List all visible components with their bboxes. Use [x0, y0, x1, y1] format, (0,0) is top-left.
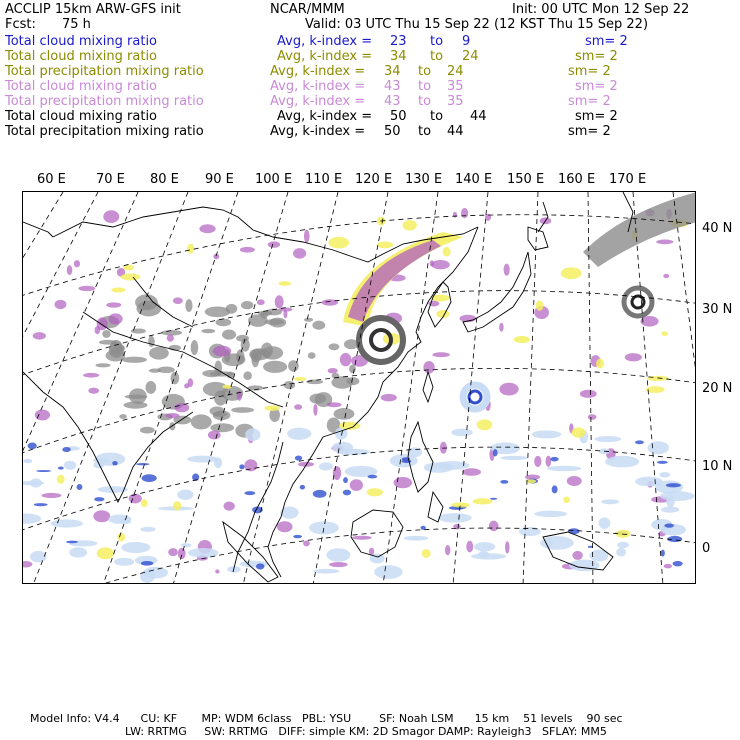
cloud-patch: [352, 536, 371, 540]
legend-k-start: 43: [384, 94, 401, 109]
cloud-patch: [294, 404, 302, 409]
cloud-patch: [284, 381, 295, 389]
cloud-patch: [171, 372, 180, 385]
cloud-patch: [208, 431, 221, 440]
cloud-patch: [62, 447, 70, 452]
cloud-patch: [88, 388, 99, 394]
cloud-patch: [141, 499, 148, 507]
model-info-line-1: Model Info: V4.4 CU: KF MP: WDM 6class PBL: YSU SF: Noah LSM 15 km 51 levels 90 sec: [30, 712, 623, 725]
cloud-patch: [625, 353, 642, 361]
cloud-patch: [595, 436, 622, 442]
cloud-patch: [293, 535, 302, 538]
cloud-patch: [552, 485, 558, 493]
cloud-patch: [248, 314, 268, 326]
cloud-patch: [244, 491, 255, 495]
cloud-patch: [504, 264, 510, 276]
legend-k-end: 9: [462, 34, 471, 49]
storm-outer-ring: [463, 385, 487, 409]
cloud-patch: [30, 551, 47, 563]
cloud-patch: [114, 558, 134, 566]
cloud-patch: [326, 548, 350, 561]
cloud-patch: [239, 464, 244, 469]
cloud-patch: [83, 373, 99, 378]
cloud-patch: [438, 513, 472, 522]
cloud-patch: [256, 563, 264, 569]
cloud-patch: [268, 241, 280, 247]
cloud-patch: [313, 569, 339, 574]
cloud-patch: [490, 498, 497, 500]
cloud-patch: [94, 497, 104, 501]
cloud-patch: [598, 517, 610, 529]
cloud-patch: [588, 414, 597, 420]
cloud-patch: [306, 380, 323, 385]
cloud-patch: [57, 475, 65, 484]
legend-k-start: 43: [384, 79, 401, 94]
legend-field-name: Total precipitation mixing ratio: [5, 64, 204, 79]
cloud-patch: [117, 533, 125, 542]
cloud-patch: [64, 461, 76, 470]
cloud-patch: [322, 299, 339, 306]
cloud-patch: [616, 548, 626, 557]
cloud-patch: [23, 459, 32, 463]
cloud-patch: [181, 543, 192, 547]
longitude-label: 170 E: [609, 172, 647, 187]
cloud-patch: [251, 351, 259, 367]
cloud-patch: [35, 409, 50, 420]
longitude-label: 80 E: [150, 172, 179, 187]
longitude-label: 60 E: [37, 172, 66, 187]
cloud-patch: [431, 260, 450, 269]
cloud-patch: [432, 352, 449, 357]
cloud-patch: [191, 340, 199, 355]
latitude-label: 30 N: [702, 302, 733, 317]
legend-smoothing: sm= 2: [575, 49, 618, 64]
cloud-patch: [605, 456, 639, 468]
cloud-patch: [293, 248, 306, 258]
cloud-patch: [635, 477, 663, 487]
cloud-patch: [277, 521, 293, 532]
legend-field-name: Total cloud mixing ratio: [5, 109, 158, 124]
longitude-label: 140 E: [455, 172, 493, 187]
cloud-patch: [514, 336, 530, 343]
cloud-patch: [187, 456, 219, 463]
cloud-patch: [191, 414, 212, 429]
longitude-label: 130 E: [405, 172, 443, 187]
cloud-patch: [500, 456, 528, 460]
cloud-patch: [187, 244, 194, 254]
cloud-patch: [264, 405, 280, 411]
legend-k-end: 44: [447, 124, 464, 139]
cloud-patch: [536, 301, 544, 311]
model-info-line-2: LW: RRTMG SW: RRTMG DIFF: simple KM: 2D Smagor DAMP: Rayleigh3 SFLAY: MM5: [125, 725, 607, 738]
cloud-patch: [36, 470, 51, 472]
legend-k-end: 44: [470, 109, 487, 124]
cloud-patch: [664, 564, 672, 569]
cloud-patch: [466, 541, 473, 553]
cloud-patch: [312, 321, 325, 330]
cloud-patch: [451, 429, 472, 437]
cloud-patch: [30, 478, 42, 487]
cloud-patch: [205, 306, 230, 317]
legend-k-end: 24: [447, 64, 464, 79]
cloud-patch: [67, 265, 73, 275]
legend-average-label: Avg, k-index =: [277, 49, 373, 64]
cloud-patch: [222, 385, 232, 389]
cloud-patch: [534, 456, 541, 467]
cloud-patch: [102, 330, 110, 338]
cloud-patch: [111, 287, 125, 292]
cloud-patch: [534, 511, 567, 517]
legend-smoothing: sm= 2: [568, 64, 611, 79]
legend-field-name: Total cloud mixing ratio: [5, 79, 158, 94]
init-time: Init: 00 UTC Mon 12 Sep 22: [512, 2, 690, 17]
cloud-patch: [663, 274, 669, 278]
cloud-patch: [343, 490, 351, 496]
legend-to-label: to: [430, 109, 444, 124]
longitude-label: 100 E: [255, 172, 293, 187]
cloud-patch: [261, 342, 273, 357]
cloud-patch: [304, 230, 310, 243]
cloud-patch: [367, 475, 377, 479]
cloud-patch: [287, 428, 311, 440]
cloud-patch: [99, 340, 117, 345]
cloud-patch: [143, 567, 168, 579]
cloud-patch: [23, 561, 32, 567]
cloud-patch: [647, 376, 669, 381]
cloud-patch: [243, 371, 251, 380]
cloud-patch: [334, 408, 355, 420]
cloud-patch: [661, 331, 668, 336]
legend-smoothing: sm= 2: [575, 79, 618, 94]
cloud-patch: [129, 388, 147, 404]
cloud-patch: [275, 295, 284, 308]
legend-smoothing: sm= 2: [585, 34, 628, 49]
cloud-patch: [659, 472, 670, 478]
cloud-patch: [178, 548, 186, 559]
cloud-patch: [572, 551, 582, 560]
cloud-patch: [33, 332, 46, 339]
cloud-patch: [304, 318, 313, 322]
longitude-label: 120 E: [355, 172, 393, 187]
cloud-patch: [340, 353, 352, 366]
graticule-line: [523, 192, 538, 584]
legend-k-start: 50: [384, 124, 401, 139]
cloud-patch: [167, 334, 174, 341]
legend-average-label: Avg, k-index =: [270, 79, 366, 94]
legend-average-label: Avg, k-index =: [270, 124, 366, 139]
valid-time: Valid: 03 UTC Thu 15 Sep 22 (12 KST Thu 15 Sep 22): [305, 17, 649, 32]
cloud-patch: [519, 527, 541, 536]
cloud-patch: [74, 260, 80, 267]
cloud-patch: [647, 441, 669, 454]
legend-k-start: 34: [390, 49, 407, 64]
cloud-patch: [308, 352, 316, 359]
latitude-label: 0: [702, 541, 711, 556]
cloud-patch: [149, 347, 169, 360]
cloud-patch: [257, 299, 265, 305]
cloud-patch: [462, 468, 481, 475]
cloud-patch: [66, 541, 78, 544]
cloud-patch: [473, 498, 493, 504]
cloud-patch: [381, 394, 397, 402]
cloud-patch: [489, 521, 499, 532]
cloud-patch: [240, 247, 255, 253]
cloud-patch: [567, 476, 582, 486]
cloud-patch: [374, 565, 403, 579]
organization-label: NCAR/MMM: [270, 2, 345, 17]
latitude-label: 10 N: [702, 459, 733, 474]
cloud-patch: [377, 242, 393, 249]
cloud-patch: [596, 359, 604, 369]
cloud-patch: [69, 547, 87, 557]
cloud-patch: [141, 561, 153, 566]
cloud-patch: [201, 329, 215, 333]
cloud-patch: [145, 381, 156, 394]
cloud-patch: [319, 462, 333, 470]
cloud-patch: [140, 427, 155, 434]
cloud-patch: [231, 407, 254, 413]
legend-average-label: Avg, k-index =: [277, 109, 373, 124]
cloud-patch: [666, 483, 681, 487]
model-title: ACCLIP 15km ARW-GFS init: [5, 2, 181, 17]
cloud-patch: [327, 402, 342, 407]
cloud-patch: [601, 499, 619, 504]
cloud-patch: [493, 449, 498, 456]
cloud-patch: [350, 479, 363, 491]
cloud-patch: [635, 440, 644, 444]
cloud-patch: [499, 323, 503, 332]
cloud-patch: [174, 403, 189, 412]
cloud-patch: [215, 569, 219, 573]
cloud-patch: [617, 542, 629, 548]
graticule-line: [23, 368, 696, 460]
cloud-patch: [34, 503, 48, 506]
cloud-patch: [328, 368, 338, 373]
legend-to-label: to: [430, 34, 444, 49]
cloud-patch: [394, 477, 413, 488]
legend-k-start: 23: [390, 34, 407, 49]
cloud-patch: [434, 461, 470, 470]
cloud-patch: [97, 547, 114, 559]
cloud-patch: [563, 497, 570, 503]
cloud-patch: [666, 495, 675, 508]
cloud-patch: [646, 386, 665, 393]
cloud-patch: [422, 549, 431, 558]
legend-field-name: Total cloud mixing ratio: [5, 34, 158, 49]
cloud-patch: [309, 521, 339, 534]
cloud-patch: [367, 488, 383, 496]
cloud-patch: [313, 404, 317, 416]
cloud-patch: [474, 542, 495, 551]
longitude-label: 160 E: [558, 172, 596, 187]
cloud-patch: [547, 466, 581, 472]
cloud-patch: [546, 456, 552, 467]
cloud-patch: [93, 462, 104, 469]
cloud-patch: [580, 390, 597, 398]
legend-smoothing: sm= 2: [568, 124, 611, 139]
legend-to-label: to: [418, 94, 432, 109]
cloud-patch: [349, 365, 356, 374]
cloud-patch: [28, 443, 37, 450]
cloud-patch: [445, 545, 450, 555]
cloud-patch: [199, 224, 215, 233]
legend-to-label: to: [418, 124, 432, 139]
cloud-patch: [136, 463, 149, 465]
cloud-patch: [203, 382, 228, 396]
cloud-patch: [328, 343, 339, 350]
cloud-patch: [294, 377, 306, 381]
cloud-patch: [329, 562, 348, 567]
cloud-patch: [121, 542, 150, 553]
cloud-patch: [333, 466, 341, 480]
cloud-patch: [157, 367, 174, 374]
legend-average-label: Avg, k-index =: [270, 94, 366, 109]
cloud-patch: [131, 329, 146, 334]
cloud-patch: [168, 548, 178, 556]
cloud-patch: [142, 474, 157, 482]
cloud-patch: [77, 484, 83, 490]
forecast-hour: 75 h: [62, 17, 91, 32]
cloud-patch: [51, 519, 83, 527]
cloud-patch: [173, 501, 182, 510]
cloud-patch: [673, 561, 683, 567]
cloud-patch: [295, 456, 302, 461]
cloud-patch: [661, 507, 679, 513]
cloud-patch: [119, 414, 127, 419]
storm-eyewall: [469, 391, 481, 403]
cloud-patch: [544, 537, 553, 547]
cloud-patch: [499, 383, 518, 396]
cloud-patch: [112, 461, 117, 466]
legend-k-start: 50: [390, 109, 407, 124]
cloud-patch: [97, 317, 108, 330]
cloud-patch: [404, 536, 428, 541]
cloud-patch: [660, 491, 695, 501]
cloud-patch: [236, 335, 249, 342]
cloud-patch: [656, 240, 673, 245]
cloud-patch: [568, 528, 580, 534]
cloud-patch: [300, 485, 305, 490]
cloud-patch: [185, 299, 192, 312]
legend-smoothing: sm= 2: [575, 109, 618, 124]
legend-k-end: 35: [447, 79, 464, 94]
legend-k-start: 34: [384, 64, 401, 79]
cloud-patch: [443, 247, 451, 257]
cloud-patch: [532, 430, 562, 438]
cloud-patch: [263, 361, 287, 373]
cloud-patch: [140, 527, 155, 532]
cloud-patch: [664, 524, 674, 528]
forecast-map: [22, 191, 696, 584]
cloud-patch: [54, 300, 66, 309]
cloud-patch: [572, 427, 586, 437]
cloud-patch: [122, 357, 147, 363]
cloud-patch: [215, 319, 231, 327]
cloud-patch: [78, 286, 95, 291]
cloud-patch: [347, 377, 360, 385]
cloud-patch: [451, 502, 469, 507]
cloud-patch: [184, 383, 189, 388]
cloud-patch: [148, 336, 155, 347]
legend-field-name: Total cloud mixing ratio: [5, 49, 158, 64]
longitude-label: 150 E: [507, 172, 545, 187]
cloud-patch: [343, 477, 348, 483]
cloud-patch: [103, 210, 119, 223]
cloud-patch: [328, 237, 349, 249]
cloud-patch: [661, 550, 665, 557]
cloud-patch: [505, 541, 510, 553]
legend-average-label: Avg, k-index =: [277, 34, 373, 49]
frontal-cloud-band: [583, 192, 696, 267]
longitude-label: 90 E: [205, 172, 234, 187]
cloud-patch: [303, 541, 310, 547]
cloud-patch: [222, 330, 236, 340]
legend-field-name: Total precipitation mixing ratio: [5, 124, 204, 139]
cloud-patch: [245, 428, 260, 441]
cloud-patch: [42, 493, 62, 498]
cloud-patch: [95, 363, 110, 367]
extratropical-storm-ring: [624, 288, 652, 316]
legend-to-label: to: [430, 49, 444, 64]
cloud-patch: [169, 422, 175, 430]
latitude-label: 20 N: [702, 381, 733, 396]
cloud-patch: [657, 461, 668, 464]
cloud-patch: [500, 480, 508, 484]
cloud-patch: [461, 208, 468, 218]
cloud-patch: [166, 413, 180, 418]
latitude-label: 40 N: [702, 221, 733, 236]
cloud-patch: [108, 313, 122, 324]
longitude-label: 110 E: [305, 172, 343, 187]
cloud-patch: [224, 502, 235, 511]
legend-k-end: 24: [462, 49, 479, 64]
extratropical-storm-core: [632, 296, 644, 308]
legend-to-label: to: [418, 79, 432, 94]
legend-field-name: Total precipitation mixing ratio: [5, 94, 204, 109]
map-canvas: [23, 192, 696, 584]
cloud-patch: [477, 419, 493, 430]
legend-smoothing: sm= 2: [568, 94, 611, 109]
cloud-patch: [430, 260, 434, 266]
forecast-label: Fcst:: [5, 17, 36, 32]
cloud-patch: [120, 273, 140, 280]
cloud-patch: [550, 457, 558, 462]
cloud-patch: [478, 551, 489, 558]
cloud-patch: [453, 212, 457, 218]
cloud-patch: [177, 490, 193, 500]
cloud-patch: [213, 346, 231, 357]
cloud-patch: [561, 267, 582, 279]
longitude-label: 70 E: [96, 172, 125, 187]
cloud-patch: [332, 442, 353, 454]
cloud-patch: [313, 490, 327, 498]
cloud-patch: [106, 302, 121, 307]
cloud-patch: [23, 513, 41, 523]
cloud-patch: [93, 510, 110, 522]
cloud-patch: [403, 220, 417, 230]
cloud-patch: [173, 297, 183, 304]
legend-to-label: to: [418, 64, 432, 79]
cloud-patch: [58, 467, 64, 470]
cloud-patch: [213, 412, 228, 417]
legend-k-end: 35: [447, 94, 464, 109]
cloud-patch: [241, 301, 253, 309]
cloud-patch: [278, 281, 291, 286]
legend-average-label: Avg, k-index =: [270, 64, 366, 79]
cloud-patch: [423, 361, 434, 374]
